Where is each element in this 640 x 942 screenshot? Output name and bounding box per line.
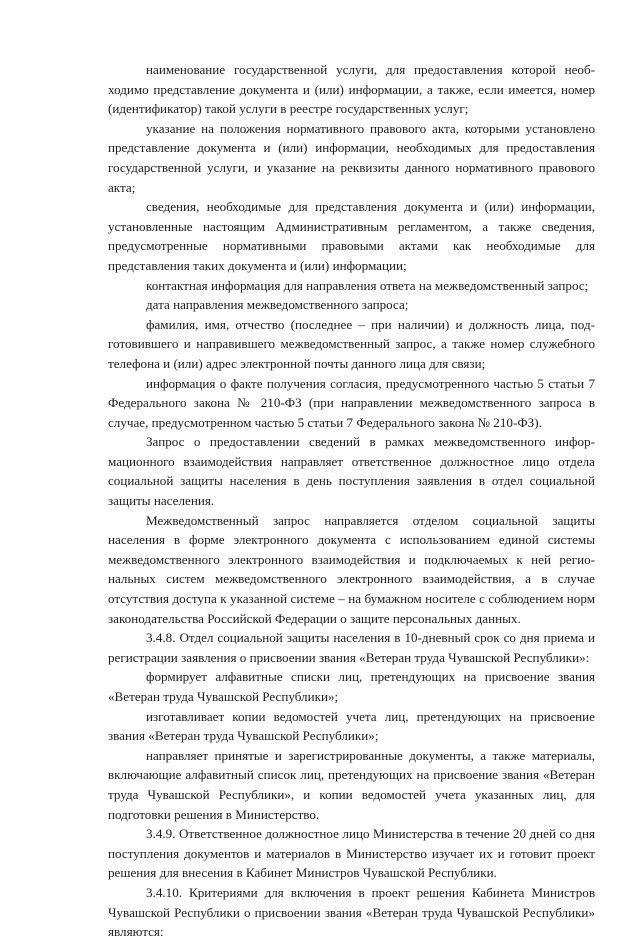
paragraph: изготавливает копии ведомостей учета лиц, претендующих на присвоение звания «Ветеран труда Чувашской Республики»; bbox=[108, 708, 595, 744]
paragraph: наименование государственной услуги, для предоставления которой необходимо представление документа и (или) информации, а также, если имеется, номер (идентификатор) такой услуги в реестре государственных услуг; bbox=[108, 62, 595, 117]
document-page bbox=[108, 60, 595, 942]
paragraph: сведения, необходимые для представления документа и (или) информации, установленные настоящим Административным регламентом, а также сведения, предусмотренные нормативными правовыми актами как необходимые для представления таких документа и (или) информации; bbox=[108, 199, 595, 273]
paragraph: Межведомственный запрос направляется отделом социальной защиты населения в форме электронного документа с использованием единой системы межведомственного электронного взаимодействия и подключаемых к ней региональных систем межведомственного электронного взаимодействия, а в случае отсутствия доступа к указанной системе – на бумажном носителе с соблюдением норм законодательства Российской Федерации о защите персональных данных. bbox=[108, 512, 595, 626]
paragraph: контактная информация для направления ответа на межведомственный запрос; bbox=[146, 277, 589, 293]
paragraph: 3.4.10. Критериями для включения в проект решения Кабинета Министров Чувашской Республики о присвоении звания «Ветеран труда Чувашской Республики» являются: bbox=[108, 884, 595, 940]
paragraph: направляет принятые и зарегистрированные документы, а также материалы, включающие алфавитный список лиц, претендующих на присвоение звания «Ветеран труда Чувашской Республики», и копии ведомостей учета указанных лиц, для подготовки решения в Министерство. bbox=[108, 747, 595, 822]
paragraph: формирует алфавитные списки лиц, претендующих на присвоение звания «Ветеран труда Чувашской Республики»; bbox=[108, 669, 595, 704]
paragraph: информация о факте получения согласия, предусмотренного частью 5 статьи 7 Федерального закона № 210-ФЗ (при направлении межведомственного запроса в случае, предусмотренном частью 5 статьи 7 Федерального закона № 210-ФЗ). bbox=[108, 375, 595, 430]
paragraph: 3.4.8. Отдел социальной защиты населения в 10-дневный срок со дня приема и регистрации заявления о присвоении звания «Ветеран труда Чувашской Республики»: bbox=[108, 630, 595, 665]
paragraph: 3.4.9. Ответственное должностное лицо Министерства в течение 20 дней со дня поступления документов и материалов в Министерство изучает их и готовит проект решения для внесения в Кабинет Министров Чувашской Республики. bbox=[108, 826, 595, 881]
paragraph: дата направления межведомственного запроса; bbox=[146, 297, 409, 313]
paragraph: фамилия, имя, отчество (последнее – при наличии) и должность лица, подготовившего и направившего межведомственный запрос, а также номер служебного телефона и (или) адрес электронной почты данного лица для связи; bbox=[108, 316, 595, 371]
paragraph: Запрос о предоставлении сведений в рамках межведомственного информационного взаимодействия направляет ответственное должностное лицо отдела социальной защиты населения в день поступления заявления в отдел социальной защиты населения. bbox=[108, 434, 595, 509]
paragraph: указание на положения нормативного правового акта, которыми установлено представление документа и (или) информации, необходимых для предоставления государственной услуги, и указание на реквизиты данного нормативного правового акта; bbox=[108, 120, 595, 195]
